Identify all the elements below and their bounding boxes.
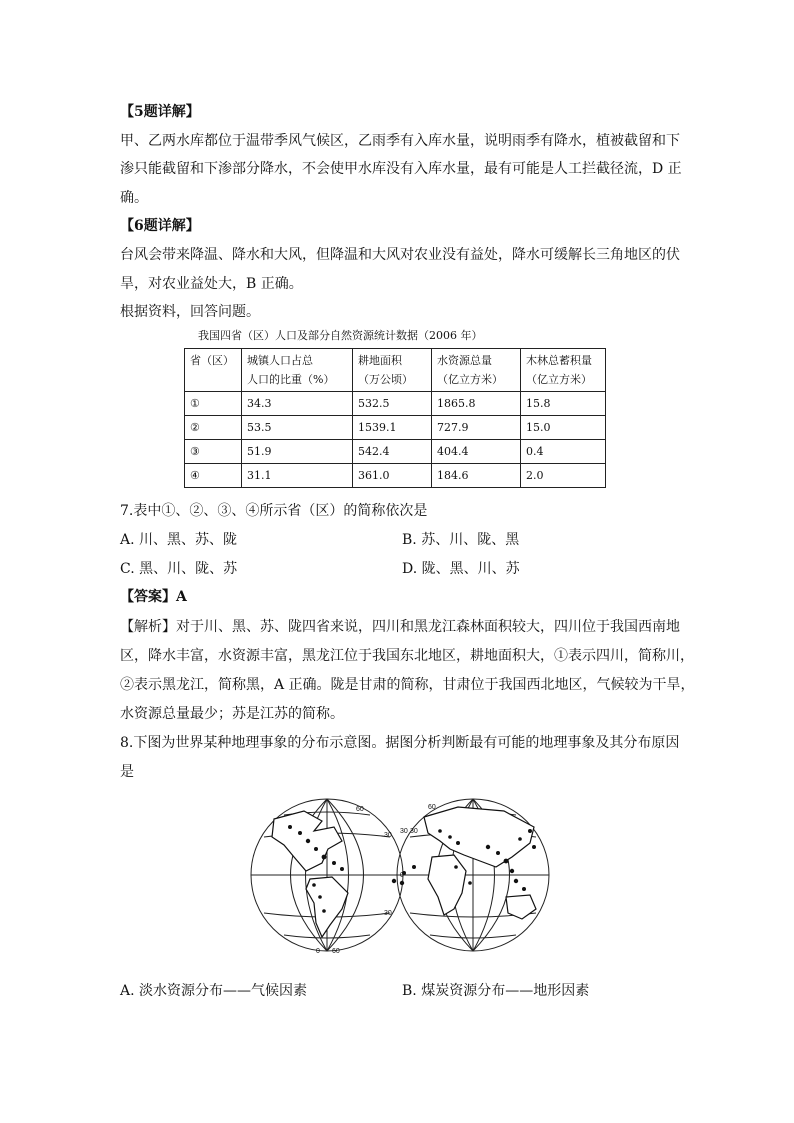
table-cell: 31.1 (242, 464, 353, 488)
q7-answer: 【答案】A (120, 589, 187, 605)
table-cell: ④ (185, 464, 242, 488)
table-cell: 727.9 (432, 416, 521, 440)
table-cell: 2.0 (521, 464, 606, 488)
world-distribution-map (244, 797, 556, 955)
table-row (185, 392, 606, 416)
q7-analysis-2: 区，降水丰富，水资源丰富，黑龙江位于我国东北地区，耕地面积大，①表示四川，简称川， (120, 648, 694, 664)
header-cell: 水资源总量 (437, 354, 492, 367)
q8-option-b: B. 煤炭资源分布——地形因素 (402, 983, 590, 999)
q8-stem-1: 8.下图为世界某种地理事象的分布示意图。据图分析判断最有可能的地理事象及其分布原因 (120, 735, 680, 751)
table-cell: ① (185, 392, 242, 416)
q5-line-2: 渗只能截留和下渗部分降水，不会使甲水库没有入库水量，最有可能是人工拦截径流，D 正 (120, 161, 682, 177)
table-caption: 我国四省（区）人口及部分自然资源统计数据（2006 年） (198, 329, 483, 342)
map-label: 60 (356, 806, 364, 813)
map-label: 30 (384, 910, 392, 917)
header-cell: 城镇人口占总 (247, 354, 313, 367)
map-label: 0 (400, 872, 404, 879)
table-cell: 15.8 (521, 392, 606, 416)
table-cell: ② (185, 416, 242, 440)
table-cell: 1539.1 (353, 416, 432, 440)
table-row (185, 464, 606, 488)
header-cell: 耕地面积 (358, 354, 402, 367)
map-label: 0 (316, 948, 320, 955)
q7-analysis-3: ②表示黑龙江，简称黑，A 正确。陇是甘肃的简称，甘肃位于我国西北地区，气候较为干旱， (120, 677, 695, 693)
header-cell: 人口的比重（%） (247, 373, 335, 386)
map-label: 60 (428, 804, 436, 811)
table-cell: 0.4 (521, 440, 606, 464)
map-label: 30 (410, 828, 418, 835)
header-cell: 省（区） (190, 354, 234, 367)
table-cell: 34.3 (242, 392, 353, 416)
table-cell: 404.4 (432, 440, 521, 464)
header-cell: 木林总蓄积量 (526, 354, 592, 367)
eastern-hemisphere (397, 799, 549, 951)
q7-stem: 7.表中①、②、③、④所示省（区）的简称依次是 (120, 503, 428, 519)
table-header-row (185, 349, 606, 392)
table-cell: 15.0 (521, 416, 606, 440)
table-cell: ③ (185, 440, 242, 464)
q8-stem-2: 是 (120, 764, 134, 780)
table-cell: 184.6 (432, 464, 521, 488)
q8-option-a: A. 淡水资源分布——气候因素 (120, 983, 308, 999)
q7-analysis-4: 水资源总量最少；苏是江苏的简称。 (120, 706, 344, 722)
map-label: 60 (332, 948, 340, 955)
table-cell: 53.5 (242, 416, 353, 440)
header-cell: （万公顷） (358, 373, 413, 386)
q7-option-a: A. 川、黑、苏、陇 (120, 532, 238, 548)
table-cell: 361.0 (353, 464, 432, 488)
q7-analysis-1: 【解析】对于川、黑、苏、陇四省来说，四川和黑龙江森林面积较大，四川位于我国西南地 (120, 619, 680, 635)
stats-table (184, 348, 606, 488)
table-row (185, 440, 606, 464)
header-cell: （亿立方米） (526, 373, 592, 386)
table-row (185, 416, 606, 440)
q7-option-d: D. 陇、黑、川、苏 (402, 561, 520, 577)
table-cell: 542.4 (353, 440, 432, 464)
table-cell: 532.5 (353, 392, 432, 416)
q6-line-2: 旱，对农业益处大，B 正确。 (120, 276, 303, 292)
q5-line-3: 确。 (120, 190, 148, 206)
q5-heading: 【5题详解】 (120, 104, 200, 120)
q5-line-1: 甲、乙两水库都位于温带季风气候区，乙雨季有入库水量，说明雨季有降水，植被截留和下 (120, 133, 680, 149)
q6-heading: 【6题详解】 (120, 218, 200, 234)
map-label: 30 (400, 828, 408, 835)
table-cell: 51.9 (242, 440, 353, 464)
table-cell: 1865.8 (432, 392, 521, 416)
intro-text: 根据资料，回答问题。 (120, 304, 260, 320)
q6-line-1: 台风会带来降温、降水和大风，但降温和大风对农业没有益处，降水可缓解长三角地区的伏 (120, 247, 680, 263)
q7-option-c: C. 黑、川、陇、苏 (120, 561, 238, 577)
header-cell: （亿立方米） (437, 373, 503, 386)
western-hemisphere (251, 799, 403, 951)
q7-option-b: B. 苏、川、陇、黑 (402, 532, 520, 548)
map-label: 30 (384, 832, 392, 839)
